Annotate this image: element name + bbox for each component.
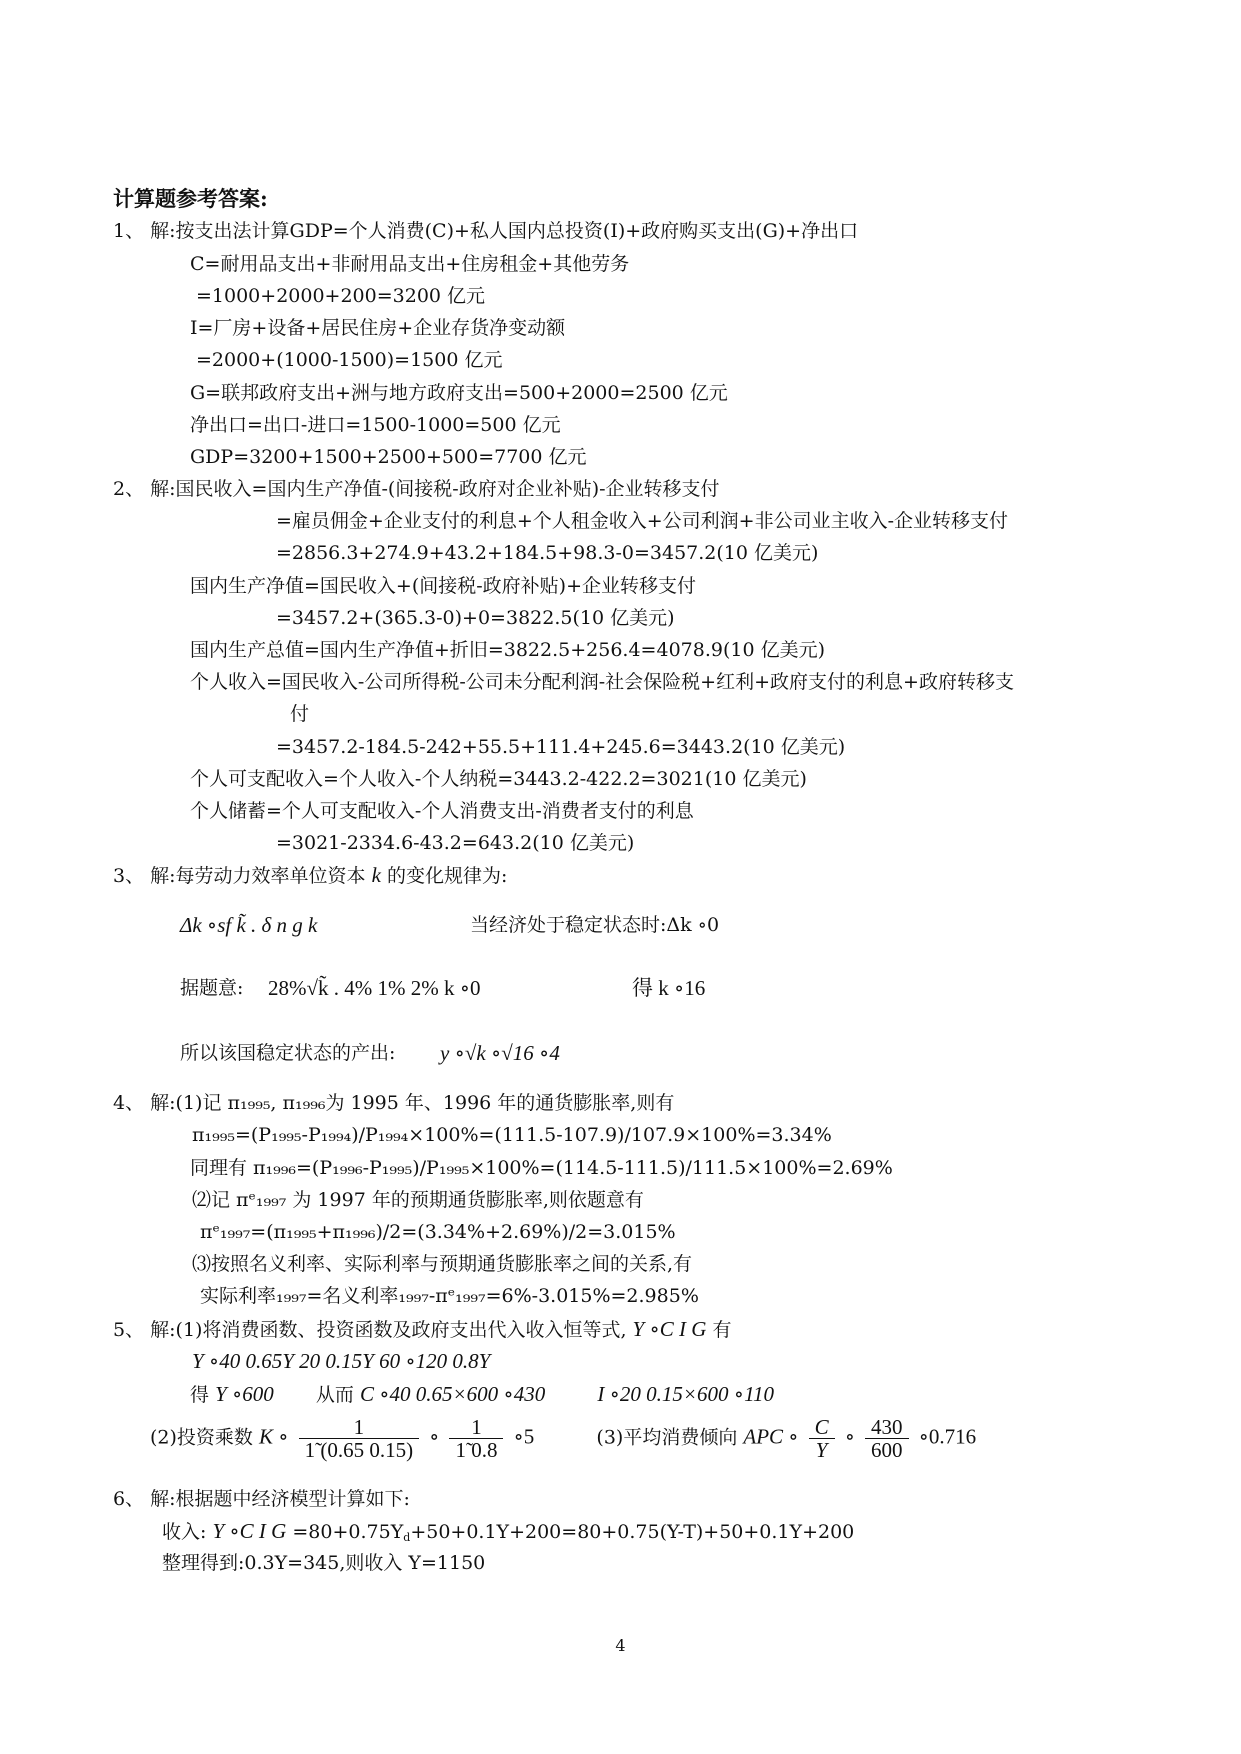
s6-line-2-subscript: d (403, 1531, 411, 1544)
s4-line-7: 实际利率₁₉₉₇=名义利率₁₉₉₇-πᵉ₁₉₉₇=6%-3.015%=2.985% (200, 1285, 699, 1307)
s3-equation-1: Δk ∘sf k̃ . δ n g k (180, 913, 318, 937)
s5-fraction-4-den: 600 (871, 1438, 903, 1462)
s2-line-11: 个人储蓄=个人可支配收入-个人消费支出-消费者支付的利息 (190, 800, 694, 822)
s1-line-3: =1000+2000+200=3200 亿元 (196, 285, 486, 307)
s5-fraction-4 (865, 1416, 909, 1461)
s5-line-1-text: 5、 解:(1)将消费函数、投资函数及政府支出代入收入恒等式, (113, 1319, 627, 1341)
s5-apc-label: (3)平均消费倾向 (596, 1426, 738, 1449)
s3-equation-3-label: 所以该国稳定状态的产出: (180, 1042, 396, 1064)
s5-c-result: C ∘40 0.65×600 ∘430 (359, 1382, 546, 1406)
s4-line-6: ⑶按照名义利率、实际利率与预期通货膨胀率之间的关系,有 (192, 1253, 693, 1275)
s3-line-1-end: 的变化规律为: (386, 865, 508, 887)
s2-line-2: =雇员佣金+企业支付的利息+个人租金收入+公司利润+非公司业主收入-企业转移支付 (276, 510, 1009, 532)
s1-line-6: G=联邦政府支出+洲与地方政府支出=500+2000=2500 亿元 (190, 382, 728, 404)
s5-equation-1: Y ∘40 0.65Y 20 0.15Y 60 ∘120 0.8Y (192, 1349, 491, 1373)
s1-line-8: GDP=3200+1500+2500+500=7700 亿元 (190, 446, 587, 468)
s6-line-2-b: =80+0.75Y (292, 1521, 404, 1543)
s1-line-5: =2000+(1000-1500)=1500 亿元 (196, 349, 503, 371)
s2-line-8: 付 (290, 703, 310, 725)
s5-line-3-a: 得 (190, 1384, 210, 1406)
s1-line-7: 净出口=出口-进口=1500-1000=500 亿元 (190, 414, 561, 436)
s2-line-9: =3457.2-184.5-242+55.5+111.4+245.6=3443.2(10 亿美元) (276, 736, 846, 758)
s3-equation-2: 28%√k̃ . 4% 1% 2% k ∘0 (268, 976, 481, 1000)
s2-line-6: 国内生产总值=国内生产净值+折旧=3822.5+256.4=4078.9(10 亿美元) (190, 639, 825, 661)
s6-line-1: 6、 解:根据题中经济模型计算如下: (113, 1488, 410, 1510)
s3-equation-2-result: 得 k ∘16 (632, 976, 706, 1000)
s5-line-1-end: 有 (712, 1319, 732, 1341)
s5-fraction-2 (449, 1416, 503, 1461)
s5-fraction-1 (299, 1416, 420, 1461)
s5-apc-var: APC ∘ (743, 1424, 799, 1449)
s3-equation-1-note: 当经济处于稳定状态时:Δk ∘0 (470, 914, 720, 936)
s5-multiplier-result: ∘5 (513, 1424, 535, 1449)
s3-equation-3: y ∘√k ∘√16 ∘4 (440, 1041, 560, 1065)
s5-line-3-c: 从而 (315, 1384, 354, 1406)
s5-fraction-3 (809, 1416, 835, 1461)
s3-k-var: k (371, 863, 381, 887)
s5-apc-result: ∘0.716 (918, 1424, 977, 1449)
s2-line-7: 个人收入=国民收入-公司所得税-公司未分配利润-社会保险税+红利+政府支付的利息+政府转移支 (190, 671, 1014, 693)
s6-line-2-a: 收入: (162, 1521, 207, 1543)
s6-line-2 (162, 1518, 854, 1551)
s5-y-result: Y ∘600 (215, 1382, 274, 1406)
s2-line-12: =3021-2334.6-43.2=643.2(10 亿美元) (276, 832, 635, 854)
s4-line-5: πᵉ₁₉₉₇=(π₁₉₉₅+π₁₉₉₆)/2=(3.34%+2.69%)/2=3.015% (200, 1221, 676, 1243)
s2-line-4: 国内生产净值=国民收入+(间接税-政府补贴)+企业转移支付 (190, 575, 697, 597)
s5-multiplier-label: (2)投资乘数 (150, 1426, 253, 1449)
s5-i-result: I ∘20 0.15×600 ∘110 (597, 1382, 775, 1406)
s4-line-4: ⑵记 πᵉ₁₉₉₇ 为 1997 年的预期通货膨胀率,则依题意有 (192, 1189, 644, 1211)
s5-fraction-1-den: 1̃ (0.65 0.15) (304, 1438, 414, 1462)
s2-line-1: 2、 解:国民收入=国内生产净值-(间接税-政府对企业补贴)-企业转移支付 (113, 478, 720, 500)
s5-fraction-4-num: 430 (865, 1416, 909, 1439)
s1-line-4: I=厂房+设备+居民住房+企业存货净变动额 (190, 317, 566, 339)
s6-identity: Y ∘C I G (212, 1519, 287, 1543)
s4-line-2: π₁₉₉₅=(P₁₉₉₅-P₁₉₉₄)/P₁₉₉₄×100%=(111.5-107.9)/107.9×100%=3.34% (192, 1124, 832, 1146)
s3-line-1-text: 3、 解:每劳动力效率单位资本 (113, 865, 366, 887)
s5-line-4: (2)投资乘数 K ∘ $\frac{1}{1̃ (0.65 0.15)}$ ∘ $\frac{1}{1̃ 0.8}$ ∘5 (3)平均消费倾向 APC ∘ $\frac{C}{Y}$ ∘ $\frac{430}{600}$ ∘0.716 (150, 1415, 977, 1462)
s2-line-3: =2856.3+274.9+43.2+184.5+98.3-0=3457.2(10 亿美元) (276, 542, 819, 564)
s5-line-1 (113, 1316, 731, 1343)
page-number: 4 (615, 1636, 626, 1655)
s4-line-3: 同理有 π₁₉₉₆=(P₁₉₉₆-P₁₉₉₅)/P₁₉₉₅×100%=(114.5-111.5)/111.5×100%=2.69% (190, 1157, 893, 1179)
s5-fraction-3-num: C (809, 1416, 835, 1439)
s5-identity: Y ∘C I G (632, 1317, 707, 1341)
s6-line-3: 整理得到:0.3Y=345,则收入 Y=1150 (162, 1552, 486, 1574)
s2-line-5: =3457.2+(365.3-0)+0=3822.5(10 亿美元) (276, 607, 675, 629)
s3-equation-2-label: 据题意: (180, 977, 244, 999)
s5-fraction-3-den: Y (815, 1438, 828, 1462)
s5-fraction-1-num: 1 (299, 1416, 420, 1439)
s5-k-label: K ∘ (258, 1424, 289, 1449)
s1-line-2: C=耐用品支出+非耐用品支出+住房租金+其他劳务 (190, 253, 630, 275)
s1-line-1: 1、 解:按支出法计算GDP=个人消费(C)+私人国内总投资(I)+政府购买支出(G)+净出口 (113, 220, 859, 242)
s5-fraction-2-den: 1̃ 0.8 (455, 1438, 498, 1462)
s6-line-2-c: +50+0.1Y+200=80+0.75(Y-T)+50+0.1Y+200 (410, 1521, 855, 1543)
s4-line-1: 4、 解:(1)记 π₁₉₉₅, π₁₉₉₆为 1995 年、1996 年的通货膨胀率,则有 (113, 1092, 675, 1114)
s2-line-10: 个人可支配收入=个人收入-个人纳税=3443.2-422.2=3021(10 亿美元) (190, 768, 807, 790)
s5-line-3 (190, 1381, 774, 1408)
section-title: 计算题参考答案: (113, 186, 268, 211)
s3-line-1 (113, 862, 507, 889)
s5-fraction-2-num: 1 (449, 1416, 503, 1439)
